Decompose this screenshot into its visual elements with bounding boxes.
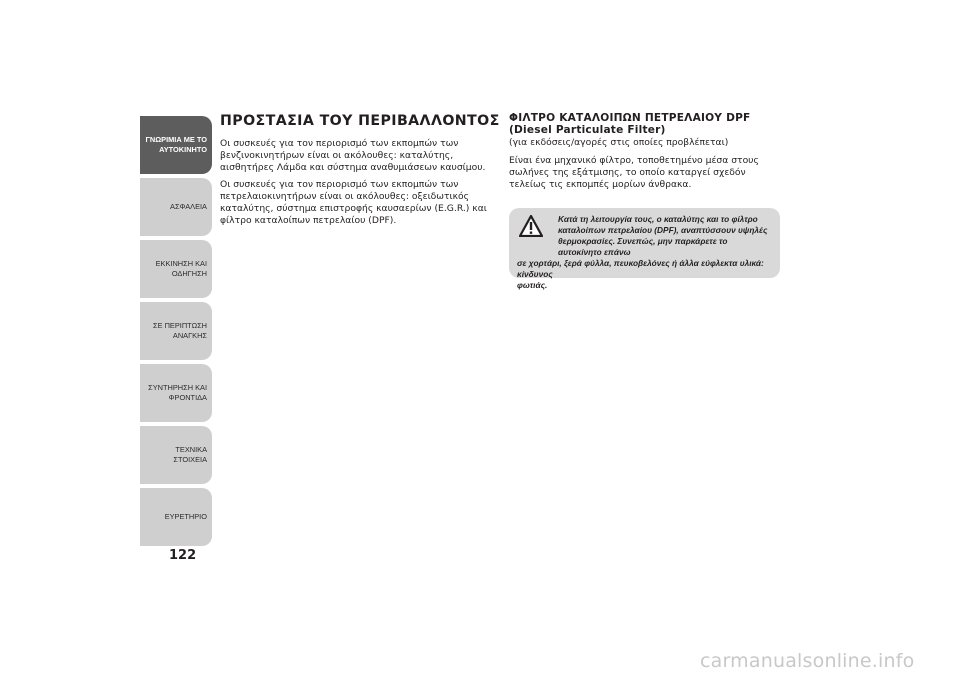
- warning-text: [517, 214, 772, 291]
- page-number: 122: [169, 548, 197, 563]
- tab-getting-to-know-car[interactable]: ΓΝΩΡΙΜΙΑ ΜΕ ΤΟ ΑΥΤΟΚΙΝΗΤΟ: [140, 116, 212, 174]
- warning-line: φωτιάς.: [517, 280, 548, 290]
- warning-line: σε χορτάρι, ξερά φύλλα, πευκοβελόνες ή άλλα εύφλεκτα υλικά: κίνδυνος: [517, 258, 764, 279]
- watermark: carmanualsonline.info: [700, 650, 915, 672]
- environment-protection-section: [220, 113, 500, 232]
- dpf-title-line1: ΦΙΛΤΡΟ ΚΑΤΑΛΟΙΠΩΝ ΠΕΤΡΕΛΑΙΟΥ DPF: [509, 112, 751, 124]
- dpf-title: [509, 113, 781, 136]
- tab-technical-data[interactable]: ΤΕΧΝΙΚΑ ΣΤΟΙΧΕΙΑ: [140, 426, 212, 484]
- tab-emergency[interactable]: ΣΕ ΠΕΡΙΠΤΩΣΗ ΑΝΑΓΚΗΣ: [140, 302, 212, 360]
- dpf-title-line2: (Diesel Particulate Filter): [509, 123, 666, 136]
- warning-line: Κατά τη λειτουργία τους, ο καταλύτης και το φίλτρο: [558, 214, 758, 224]
- dpf-subtitle: (για εκδόσεις/αγορές στις οποίες προβλέπεται): [509, 137, 729, 148]
- diesel-emissions-paragraph: Οι συσκευές για τον περιορισμό των εκπομπών των πετρελαιοκινητήρων είναι οι ακόλουθες: οξειδωτικός καταλύτης, σύστημα επιστροφής καυσαερίων (E.G.R.) και φίλτρο καταλοίπων πετρελαίου (DPF).: [220, 179, 487, 226]
- tab-safety[interactable]: ΑΣΦΑΛΕΙΑ: [140, 178, 212, 236]
- warning-line: καταλοίπων πετρελαίου (DPF), αναπτύσσουν υψηλές: [558, 225, 768, 235]
- warning-line: θερμοκρασίες. Συνεπώς, μην παρκάρετε το αυτοκίνητο επάνω: [558, 236, 728, 257]
- dpf-section: [509, 113, 781, 196]
- warning-box: [509, 208, 780, 290]
- warning-triangle-icon: [519, 215, 543, 237]
- tab-maintenance[interactable]: ΣΥΝΤΗΡΗΣΗ ΚΑΙ ΦΡΟΝΤΙΔΑ: [140, 364, 212, 422]
- petrol-emissions-paragraph: Οι συσκευές για τον περιορισμό των εκπομπών των βενζινοκινητήρων είναι οι ακόλουθες: καταλύτης, αισθητήρες Λάμδα και σύστημα αναθυμιάσεων καυσίμου.: [220, 138, 486, 173]
- environment-protection-title: ΠΡΟΣΤΑΣΙΑ ΤΟΥ ΠΕΡΙΒΑΛΛΟΝΤΟΣ: [220, 113, 500, 129]
- tab-index[interactable]: ΕΥΡΕΤΗΡΙΟ: [140, 488, 212, 546]
- dpf-description: Είναι ένα μηχανικό φίλτρο, τοποθετημένο μέσα στους σωλήνες της εξάτμισης, το οποίο καταργεί σχεδόν τελείως τις εκπομπές μορίων άνθρακα.: [509, 155, 759, 190]
- tab-starting-driving[interactable]: ΕΚΚΙΝΗΣΗ ΚΑΙ ΟΔΗΓΗΣΗ: [140, 240, 212, 298]
